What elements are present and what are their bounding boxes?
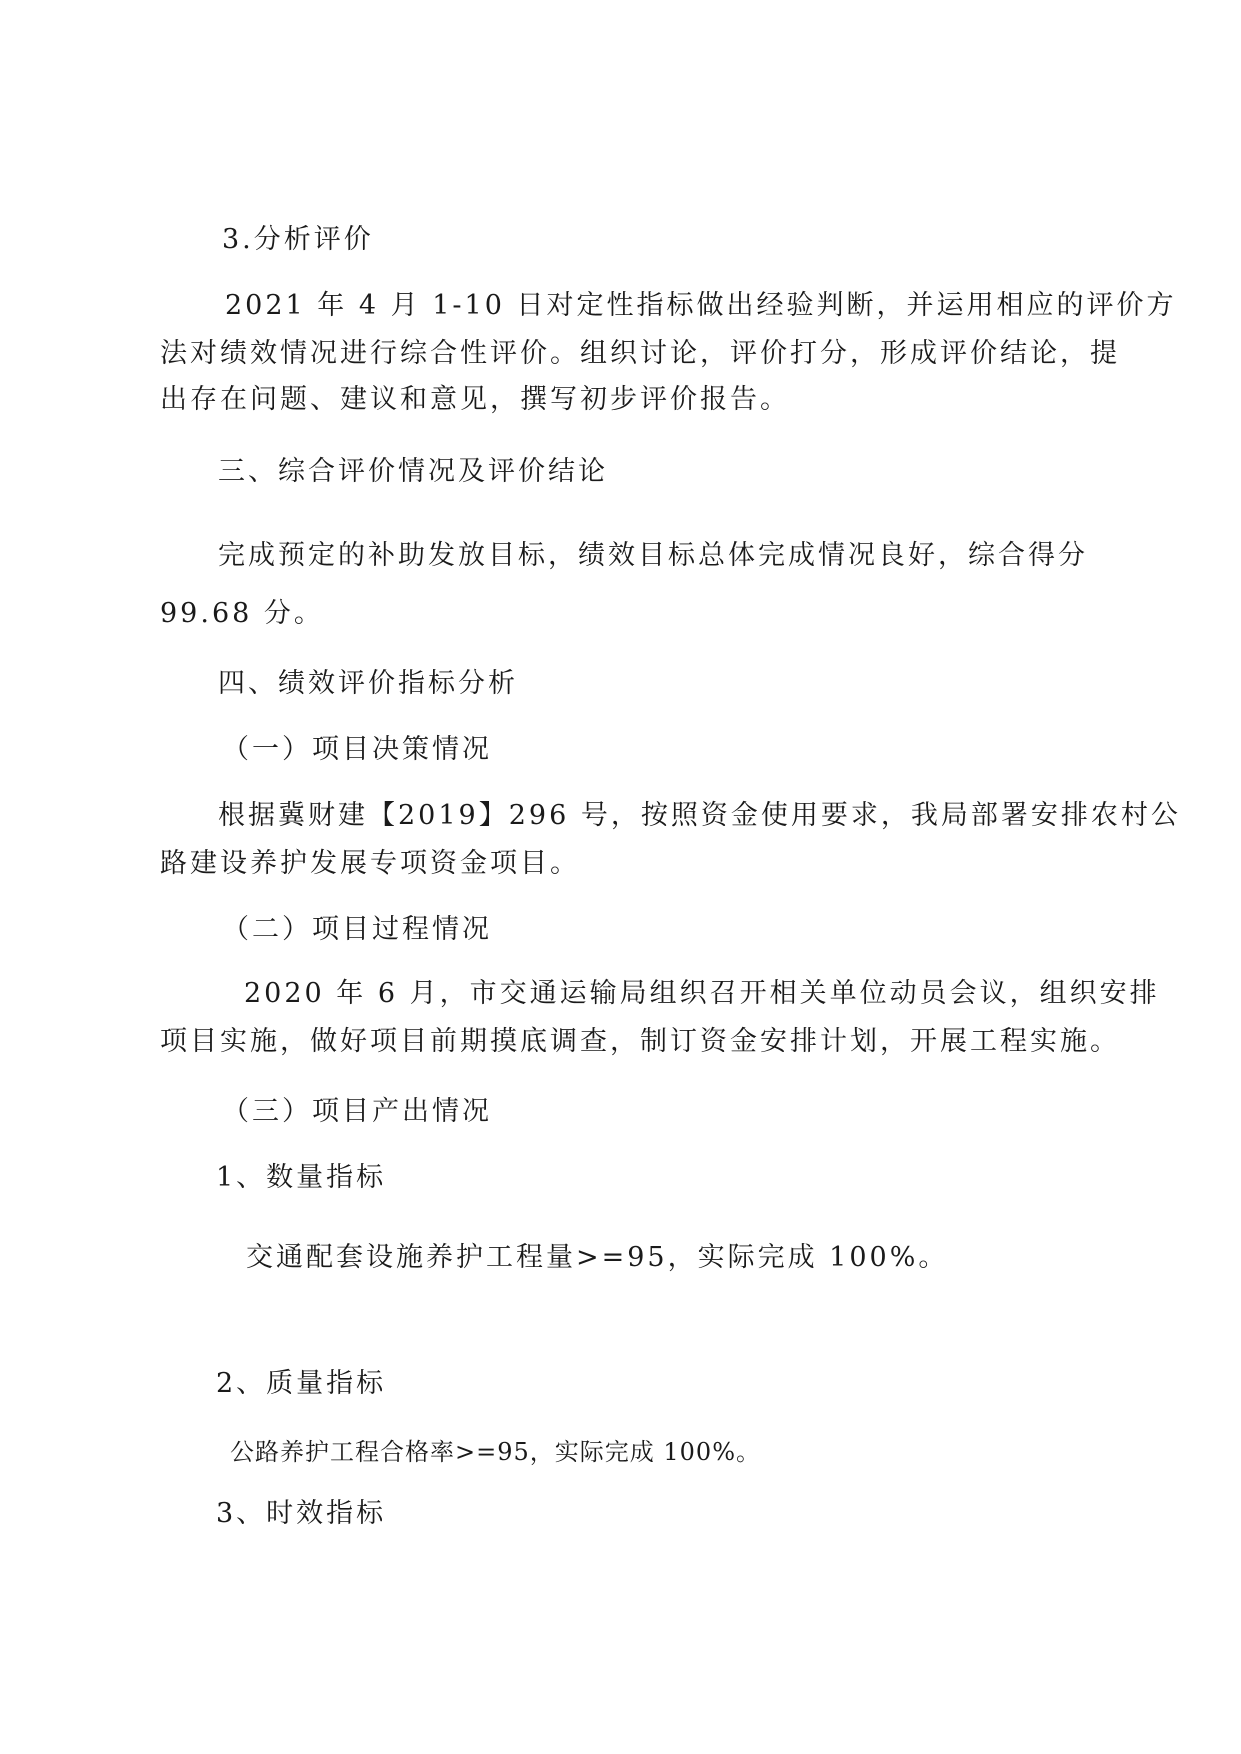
section-heading-analysis: 3.分析评价 <box>222 224 374 255</box>
subsection-heading-process: （二）项目过程情况 <box>222 914 492 945</box>
paragraph-line: 完成预定的补助发放目标，绩效目标总体完成情况良好，综合得分 <box>218 540 1088 571</box>
paragraph-line: 99.68 分。 <box>160 598 324 629</box>
subsection-heading-decision: （一）项目决策情况 <box>222 734 492 765</box>
paragraph-line: 项目实施，做好项目前期摸底调查，制订资金安排计划，开展工程实施。 <box>160 1026 1120 1057</box>
paragraph-line: 根据冀财建【2019】296 号，按照资金使用要求，我局部署安排农村公 <box>218 800 1181 831</box>
indicator-text-quantity: 交通配套设施养护工程量>=95，实际完成 100%。 <box>246 1242 949 1273</box>
section-heading-indicator-analysis: 四、绩效评价指标分析 <box>218 668 518 699</box>
paragraph-line: 2021 年 4 月 1-10 日对定性指标做出经验判断，并运用相应的评价方 <box>225 290 1177 321</box>
section-heading-overall-evaluation: 三、综合评价情况及评价结论 <box>218 456 608 487</box>
indicator-text-quality: 公路养护工程合格率>=95，实际完成 100%。 <box>230 1438 761 1466</box>
paragraph-line: 出存在问题、建议和意见，撰写初步评价报告。 <box>160 384 790 415</box>
indicator-heading-timeliness: 3、时效指标 <box>216 1498 387 1529</box>
paragraph-line: 2020 年 6 月，市交通运输局组织召开相关单位动员会议，组织安排 <box>244 978 1160 1009</box>
paragraph-line: 法对绩效情况进行综合性评价。组织讨论，评价打分，形成评价结论，提 <box>160 338 1120 369</box>
paragraph-line: 路建设养护发展专项资金项目。 <box>160 848 580 879</box>
indicator-heading-quality: 2、质量指标 <box>216 1368 387 1399</box>
indicator-heading-quantity: 1、数量指标 <box>216 1162 387 1193</box>
subsection-heading-output: （三）项目产出情况 <box>222 1096 492 1127</box>
